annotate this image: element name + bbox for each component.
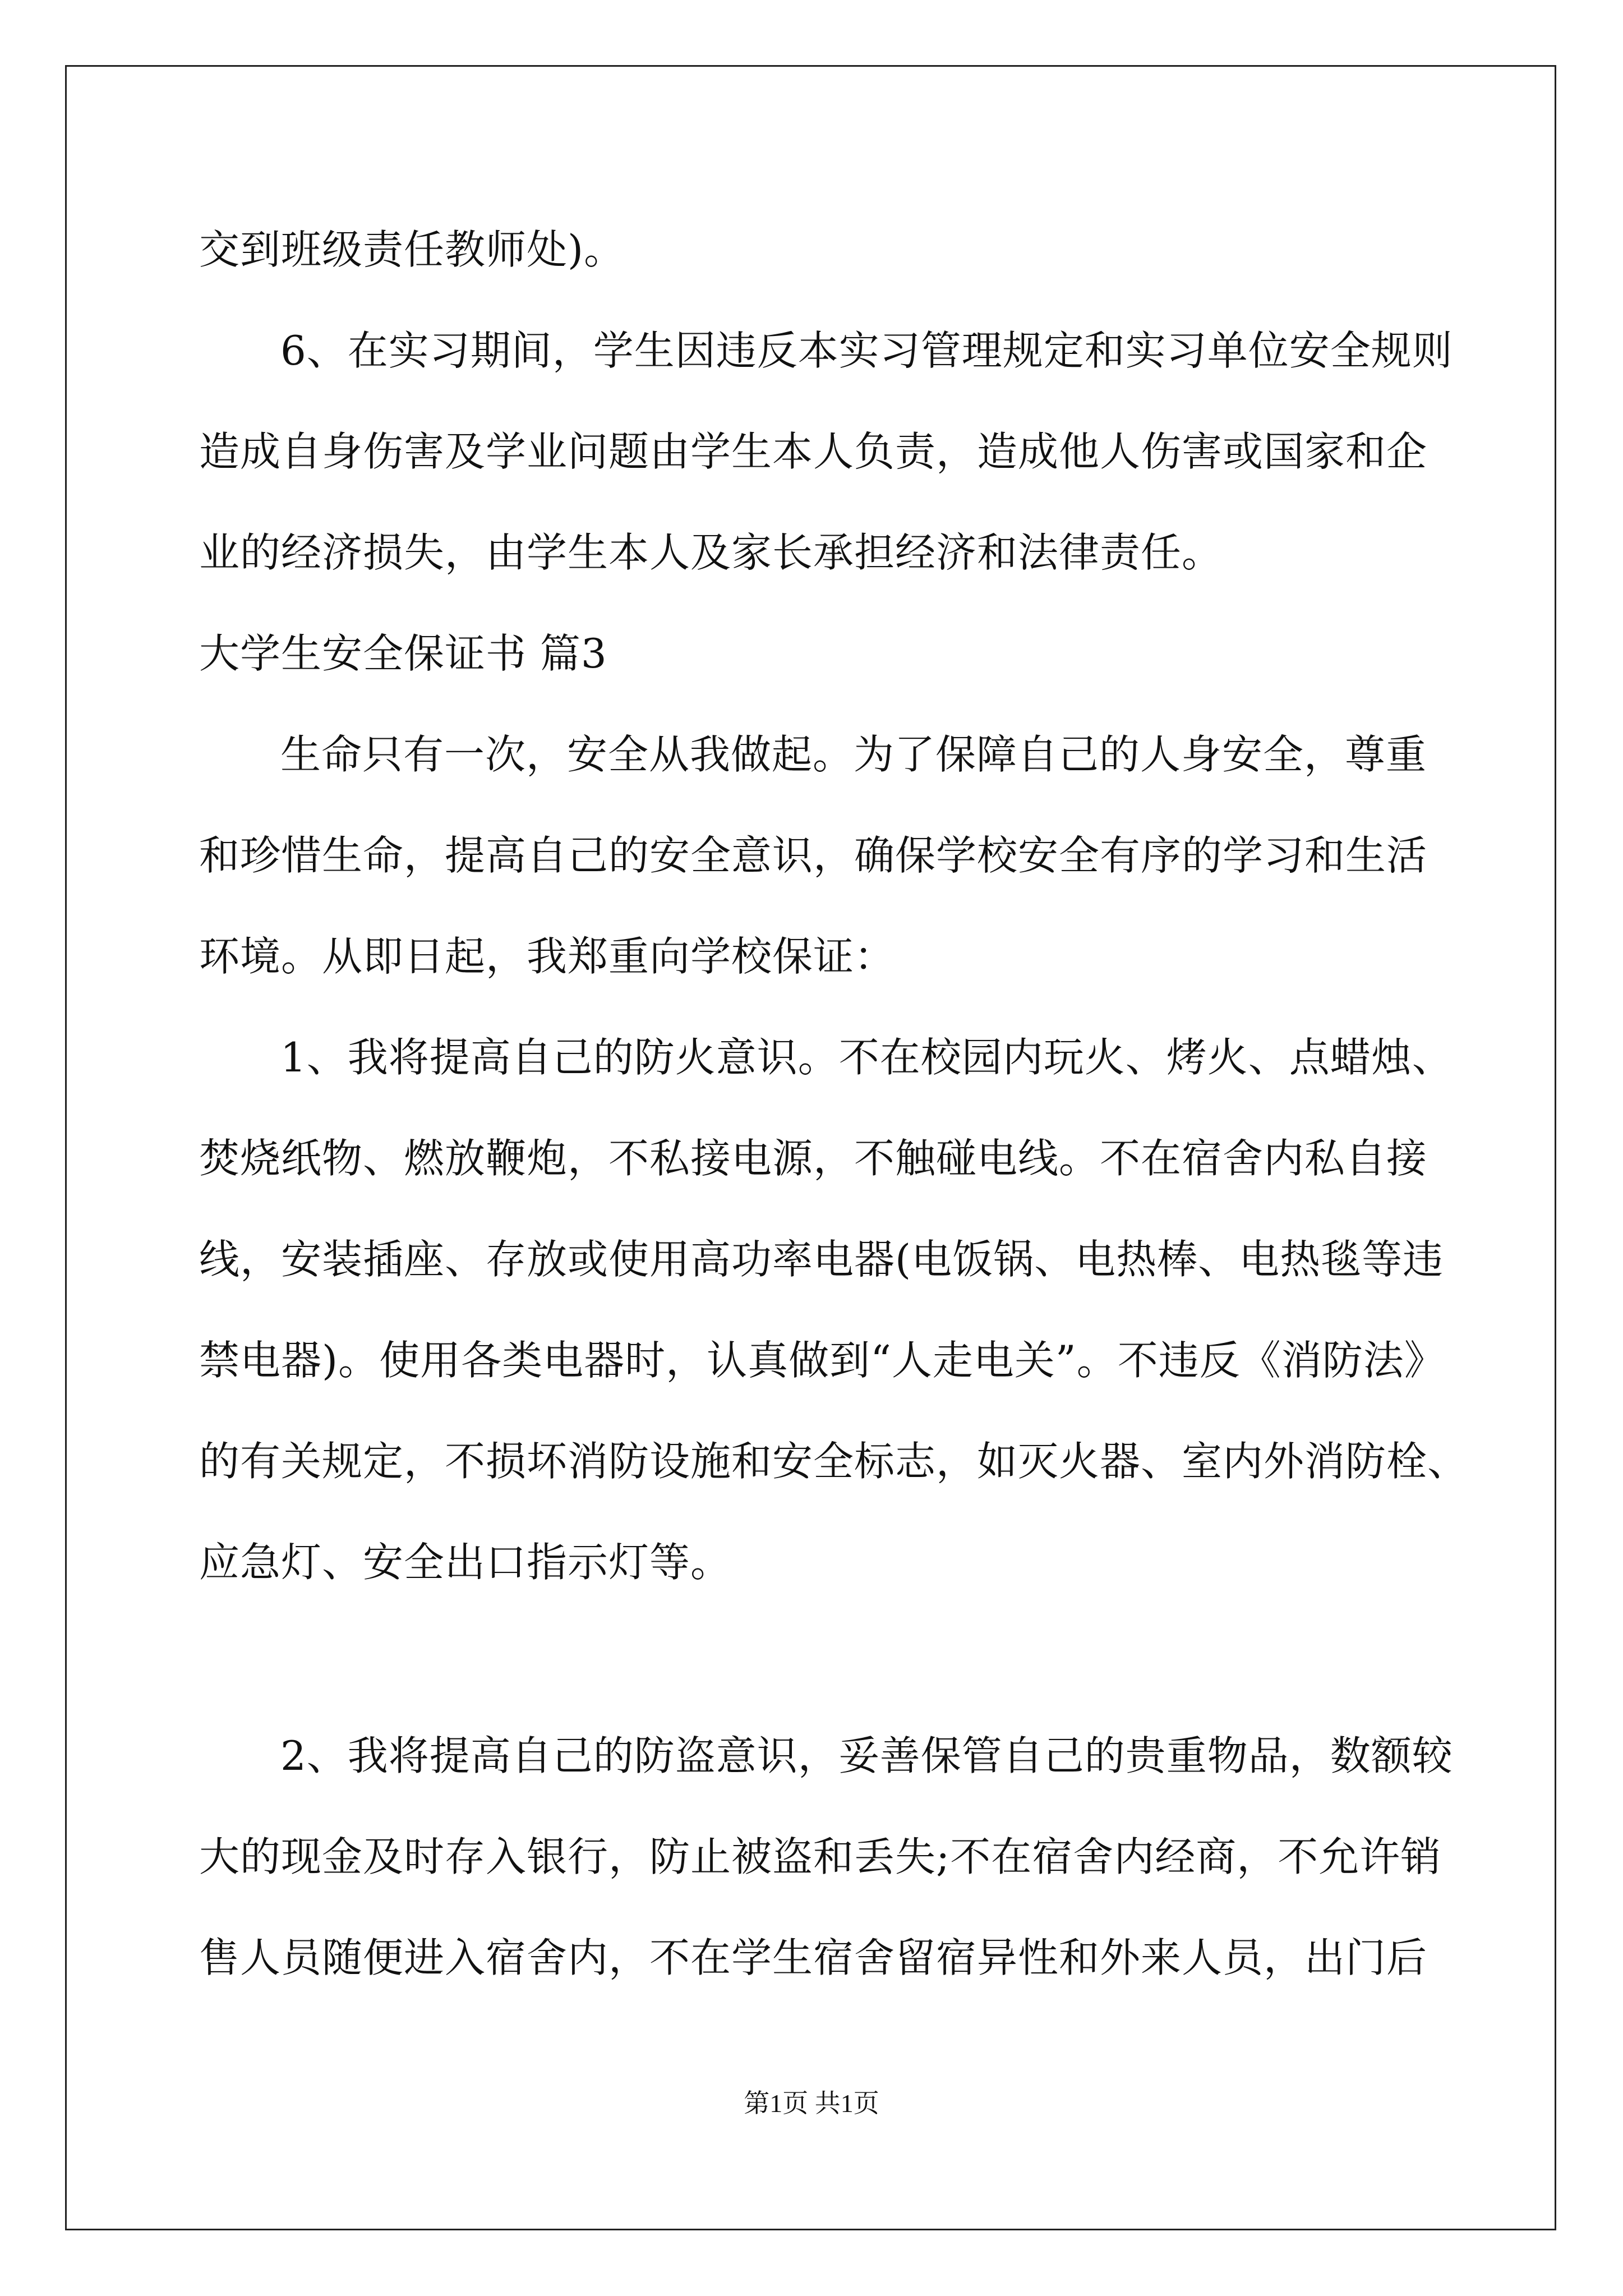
text-line: 应急灯、安全出口指示灯等。	[199, 1539, 732, 1586]
text-line: 大的现金及时存入银行，防止被盗和丢失;不在宿舍内经商，不允许销	[199, 1833, 1442, 1880]
page-footer: 第1页 共1页	[744, 2089, 879, 2118]
text-line: 生命只有一次，安全从我做起。为了保障自己的人身安全，尊重	[280, 731, 1427, 778]
text-line: 1、我将提高自己的防火意识。不在校园内玩火、烤火、点蜡烛、	[280, 1034, 1453, 1081]
text-line: 和珍惜生命，提高自己的安全意识，确保学校安全有序的学习和生活	[199, 832, 1428, 879]
text-line: 的有关规定，不损坏消防设施和安全标志，如灭火器、室内外消防栓、	[199, 1438, 1469, 1485]
section-heading: 大学生安全保证书 篇3	[199, 630, 607, 677]
text-line: 6、在实习期间，学生因违反本实习管理规定和实习单位安全规则	[280, 327, 1453, 374]
text-line: 2、我将提高自己的防盗意识，妥善保管自己的贵重物品，数额较	[280, 1732, 1453, 1779]
text-line: 造成自身伤害及学业问题由学生本人负责，造成他人伤害或国家和企	[199, 428, 1428, 475]
text-line: 环境。从即日起，我郑重向学校保证：	[199, 933, 896, 980]
text-line: 线，安装插座、存放或使用高功率电器(电饭锅、电热棒、电热毯等违	[199, 1236, 1444, 1283]
text-line: 焚烧纸物、燃放鞭炮，不私接电源，不触碰电线。不在宿舍内私自接	[199, 1135, 1428, 1182]
text-line: 交到班级责任教师处)。	[199, 226, 625, 273]
text-line: 业的经济损失，由学生本人及家长承担经济和法律责任。	[199, 529, 1223, 576]
text-line: 禁电器)。使用各类电器时，认真做到“人走电关”。不违反《消防法》	[199, 1337, 1445, 1384]
text-line: 售人员随便进入宿舍内，不在学生宿舍留宿异性和外来人员，出门后	[199, 1934, 1428, 1981]
